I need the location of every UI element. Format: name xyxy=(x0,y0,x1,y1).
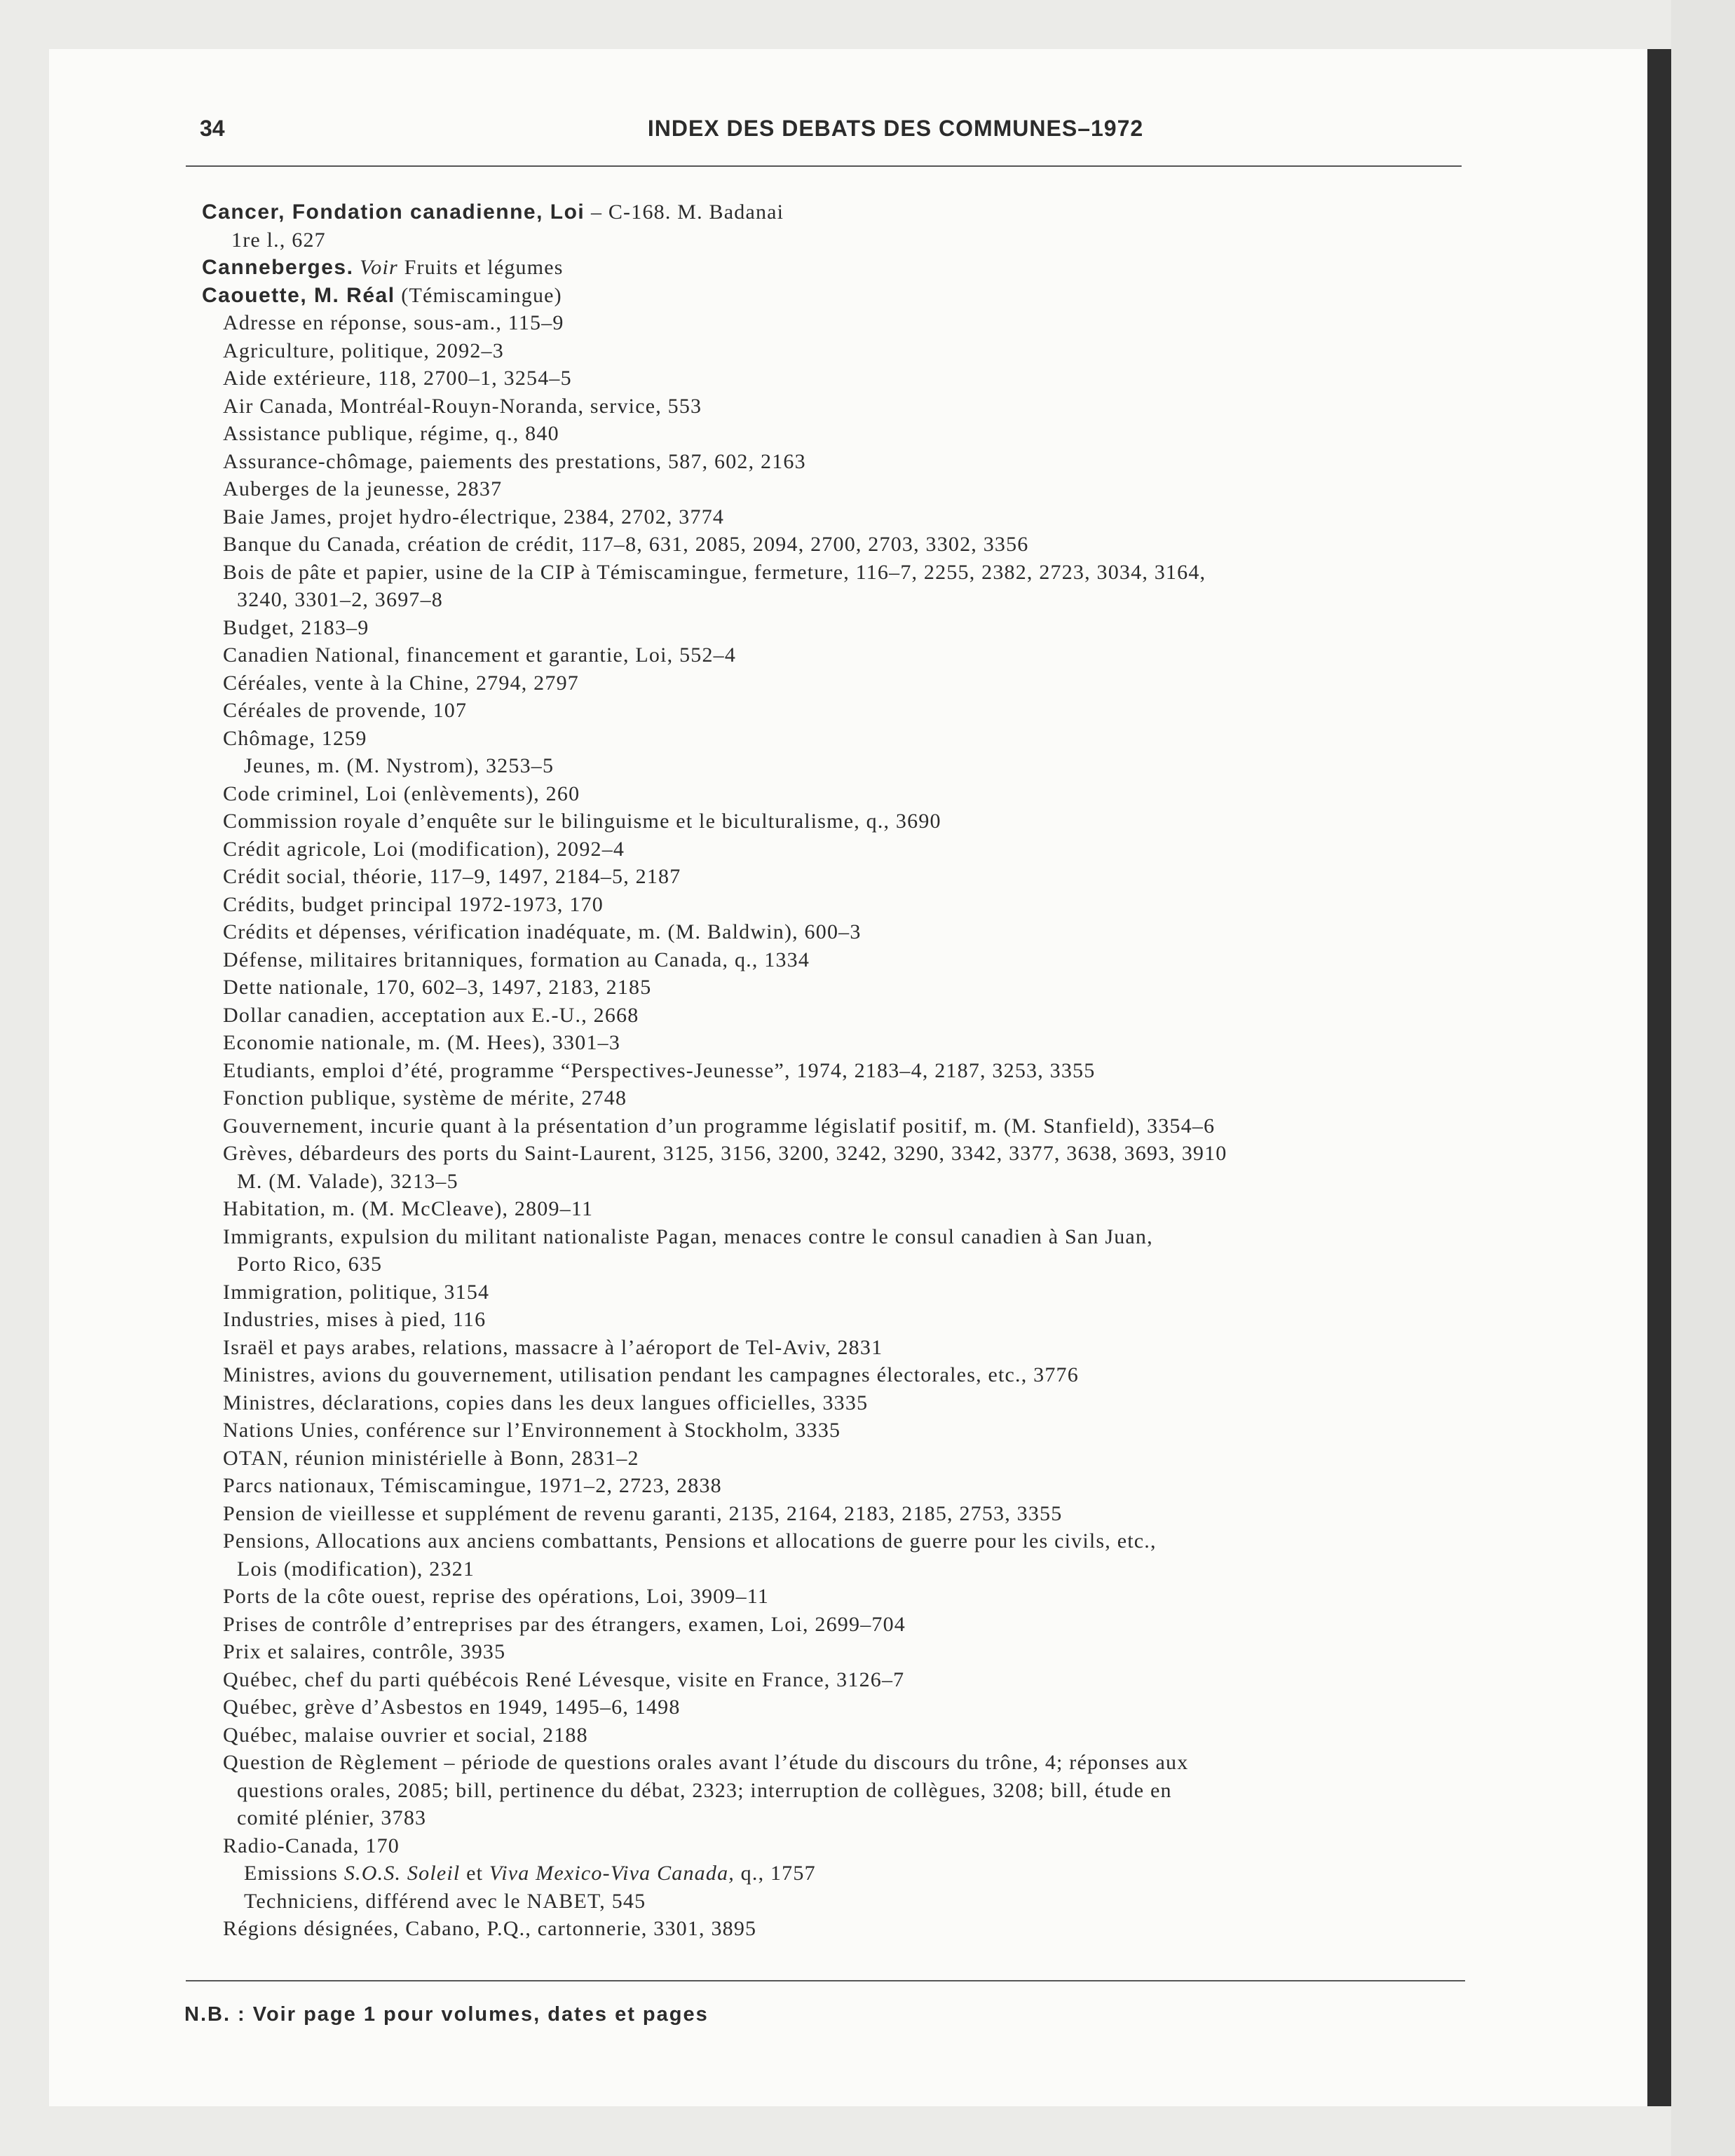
entry-text-text: Budget, 2183–9 xyxy=(223,615,369,639)
index-entry xyxy=(196,475,1486,503)
index-entry xyxy=(196,254,1486,282)
index-entry xyxy=(196,337,1486,365)
index-entry xyxy=(196,1168,1486,1196)
index-entry xyxy=(196,559,1486,587)
index-entry xyxy=(196,420,1486,448)
entry-text-text: Agriculture, politique, 2092–3 xyxy=(223,339,504,362)
entry-mid-text: et xyxy=(460,1862,489,1885)
entry-text-text: Code criminel, Loi (enlèvements), 260 xyxy=(223,782,580,805)
index-entry xyxy=(196,1638,1486,1666)
scan-binding-shadow xyxy=(1647,49,1671,2106)
index-entries xyxy=(196,198,1486,1943)
index-entry xyxy=(196,1804,1486,1832)
entry-text-text: Pensions, Allocations aux anciens combattants, Pensions et allocations de guerre pour les civils, etc., xyxy=(223,1529,1157,1553)
index-entry xyxy=(196,697,1486,725)
index-entry xyxy=(196,1334,1486,1362)
entry-text-text: Crédits et dépenses, vérification inadéquate, m. (M. Baldwin), 600–3 xyxy=(223,920,862,943)
index-entry xyxy=(196,309,1486,337)
entry-text-text: M. (M. Valade), 3213–5 xyxy=(237,1169,458,1193)
entry-text-text: Techniciens, différend avec le NABET, 545 xyxy=(244,1889,646,1913)
entry-text-text: Etudiants, emploi d’été, programme “Perspectives-Jeunesse”, 1974, 2183–4, 2187, 3253, 3355 xyxy=(223,1058,1096,1082)
index-entry xyxy=(196,1306,1486,1334)
entry-text-text: Question de Règlement – période de questions orales avant l’étude du discours du trône, 4; réponses aux xyxy=(223,1751,1189,1774)
entry-text-text: Céréales de provende, 107 xyxy=(223,699,468,722)
index-entry xyxy=(196,1721,1486,1749)
entry-text-text: Ministres, déclarations, copies dans les deux langues officielles, 3335 xyxy=(223,1391,869,1414)
entry-text-text: Lois (modification), 2321 xyxy=(237,1557,475,1581)
index-entry xyxy=(196,835,1486,864)
index-entry xyxy=(196,1389,1486,1417)
index-entry xyxy=(196,1555,1486,1583)
entry-text-text: Crédit social, théorie, 117–9, 1497, 2184–5, 2187 xyxy=(223,865,681,888)
entry-text-text: 3240, 3301–2, 3697–8 xyxy=(237,588,443,611)
index-entry xyxy=(196,1417,1486,1445)
index-entry xyxy=(196,1832,1486,1860)
entry-heading-text: Caouette, M. Réal xyxy=(202,283,395,307)
running-title: INDEX DES DEBATS DES COMMUNES–1972 xyxy=(647,116,1144,141)
index-entry xyxy=(196,448,1486,476)
entry-rest-text: Fruits et légumes xyxy=(397,256,564,279)
header-rule xyxy=(186,165,1462,167)
entry-text-text: Québec, chef du parti québécois René Lévesque, visite en France, 3126–7 xyxy=(223,1667,905,1691)
scan-margin-left xyxy=(0,0,49,2156)
entry-text-text: comité plénier, 3783 xyxy=(237,1806,427,1829)
entry-text-text: Parcs nationaux, Témiscamingue, 1971–2, 2723, 2838 xyxy=(223,1474,722,1497)
index-entry xyxy=(196,725,1486,753)
index-entry xyxy=(196,1749,1486,1777)
entry-text-text: Grèves, débardeurs des ports du Saint-Laurent, 3125, 3156, 3200, 3242, 3290, 3342, 3377, 3638, 3693, 3910 xyxy=(223,1142,1227,1165)
entry-text-text: Adresse en réponse, sous-am., 115–9 xyxy=(223,311,564,334)
index-entry xyxy=(196,364,1486,393)
entry-text-text: Economie nationale, m. (M. Hees), 3301–3 xyxy=(223,1031,621,1054)
entry-text-text: Défense, militaires britanniques, formation au Canada, q., 1334 xyxy=(223,948,810,971)
entry-text-text: Industries, mises à pied, 116 xyxy=(223,1308,487,1331)
entry-text-text: Aide extérieure, 118, 2700–1, 3254–5 xyxy=(223,367,572,390)
entry-text-text: Gouvernement, incurie quant à la présentation d’un programme législatif positif, m. (M. Stanfield), 3354–6 xyxy=(223,1114,1216,1138)
entry-rest-text: – C-168. M. Badanai xyxy=(585,200,784,224)
index-entry xyxy=(196,1223,1486,1251)
index-entry xyxy=(196,1250,1486,1278)
index-entry xyxy=(196,503,1486,531)
footnote: N.B. : Voir page 1 pour volumes, dates et pages xyxy=(184,2003,709,2026)
index-entry xyxy=(196,198,1486,226)
entry-text-text: Assistance publique, régime, q., 840 xyxy=(223,422,559,445)
entry-text-text: Nations Unies, conférence sur l’Environnement à Stockholm, 3335 xyxy=(223,1419,841,1442)
index-entry xyxy=(196,863,1486,891)
index-entry xyxy=(196,1666,1486,1694)
entry-text-text: Prises de contrôle d’entreprises par des étrangers, examen, Loi, 2699–704 xyxy=(223,1612,906,1636)
index-entry xyxy=(196,1693,1486,1721)
entry-rest-text: q., 1757 xyxy=(734,1862,816,1885)
entry-text-text: Crédit agricole, Loi (modification), 2092–4 xyxy=(223,837,625,861)
entry-text-text: Dette nationale, 170, 602–3, 1497, 2183, 2185 xyxy=(223,976,652,999)
entry-heading-text: Canneberges. xyxy=(202,256,354,279)
entry-text-text: Fonction publique, système de mérite, 2748 xyxy=(223,1086,627,1110)
index-entry xyxy=(196,974,1486,1002)
entry-text-text: Ministres, avions du gouvernement, utilisation pendant les campagnes électorales, etc., 3776 xyxy=(223,1363,1079,1386)
entry-text-text: Ports de la côte ouest, reprise des opérations, Loi, 3909–11 xyxy=(223,1585,770,1608)
entry-text-text: Canadien National, financement et garantie, Loi, 552–4 xyxy=(223,643,737,667)
index-entry xyxy=(196,1361,1486,1389)
index-entry xyxy=(196,807,1486,835)
index-entry xyxy=(196,531,1486,559)
index-entry xyxy=(196,1029,1486,1057)
index-entry xyxy=(196,1140,1486,1168)
index-entry xyxy=(196,752,1486,780)
entry-text-text: OTAN, réunion ministérielle à Bonn, 2831–2 xyxy=(223,1446,639,1470)
index-entry xyxy=(196,891,1486,919)
index-entry xyxy=(196,1611,1486,1639)
entry-italic-text: S.O.S. Soleil xyxy=(343,1862,461,1885)
index-entry xyxy=(196,669,1486,697)
index-entry xyxy=(196,1860,1486,1888)
entry-text-text: Pension de vieillesse et supplément de revenu garanti, 2135, 2164, 2183, 2185, 2753, 3355 xyxy=(223,1501,1063,1525)
scan-margin-bottom xyxy=(0,2106,1735,2156)
index-entry xyxy=(196,282,1486,310)
entry-text-text: Céréales, vente à la Chine, 2794, 2797 xyxy=(223,671,579,695)
entry-italic-text: Voir xyxy=(353,256,398,279)
index-entry xyxy=(196,1915,1486,1943)
entry-text-text: Dollar canadien, acceptation aux E.-U., 2668 xyxy=(223,1003,639,1027)
index-entry xyxy=(196,1583,1486,1611)
index-entry xyxy=(196,393,1486,421)
entry-text-text: Québec, malaise ouvrier et social, 2188 xyxy=(223,1723,588,1747)
entry-text-text: Jeunes, m. (M. Nystrom), 3253–5 xyxy=(244,754,554,777)
entry-text-text: Immigration, politique, 3154 xyxy=(223,1280,490,1304)
index-entry xyxy=(196,586,1486,614)
index-entry xyxy=(196,1112,1486,1140)
entry-text-text: Régions désignées, Cabano, P.Q., cartonnerie, 3301, 3895 xyxy=(223,1917,757,1940)
index-entry xyxy=(196,1445,1486,1473)
entry-text-text: Israël et pays arabes, relations, massacre à l’aéroport de Tel-Aviv, 2831 xyxy=(223,1335,883,1359)
index-entry xyxy=(196,226,1486,254)
index-entry xyxy=(196,1195,1486,1223)
entry-text-text: Bois de pâte et papier, usine de la CIP à Témiscamingue, fermeture, 116–7, 2255, 2382, 2723, 3034, 3164, xyxy=(223,560,1206,584)
entry-text-text: Prix et salaires, contrôle, 3935 xyxy=(223,1640,506,1663)
entry-text-text: Banque du Canada, création de crédit, 117–8, 631, 2085, 2094, 2700, 2703, 3302, 3356 xyxy=(223,533,1029,556)
index-entry xyxy=(196,946,1486,974)
entry-text-text: questions orales, 2085; bill, pertinence du débat, 2323; interruption de collègues, 3208; bill, étude en xyxy=(237,1778,1172,1802)
index-entry xyxy=(196,614,1486,642)
page-number: 34 xyxy=(200,116,225,141)
index-entry xyxy=(196,918,1486,946)
entry-text-text: Chômage, 1259 xyxy=(223,726,367,750)
entry-text-text: Québec, grève d’Asbestos en 1949, 1495–6, 1498 xyxy=(223,1696,681,1719)
scan-margin-top xyxy=(0,0,1735,49)
index-entry xyxy=(196,780,1486,808)
entry-heading-text: Cancer, Fondation canadienne, Loi xyxy=(202,200,585,224)
index-entry xyxy=(196,1500,1486,1528)
index-entry xyxy=(196,1777,1486,1805)
entry-text-text: Porto Rico, 635 xyxy=(237,1253,383,1276)
entry-text-text: Habitation, m. (M. McCleave), 2809–11 xyxy=(223,1197,594,1220)
index-entry xyxy=(196,1472,1486,1500)
entry-text-text: Immigrants, expulsion du militant nationaliste Pagan, menaces contre le consul canadien à San Juan, xyxy=(223,1224,1153,1248)
index-entry xyxy=(196,1002,1486,1030)
index-entry xyxy=(196,641,1486,669)
entry-text-text: Assurance-chômage, paiements des prestations, 587, 602, 2163 xyxy=(223,449,806,473)
scan-margin-right xyxy=(1671,0,1735,2156)
index-entry xyxy=(196,1057,1486,1085)
index-entry xyxy=(196,1278,1486,1306)
entry-text-text: 1re l., 627 xyxy=(231,228,326,252)
index-entry xyxy=(196,1888,1486,1916)
entry-text-text: Commission royale d’enquête sur le bilinguisme et le biculturalisme, q., 3690 xyxy=(223,810,941,833)
footer-rule xyxy=(186,1980,1465,1981)
entry-text-text: Auberges de la jeunesse, 2837 xyxy=(223,477,503,500)
entry-text-text: Air Canada, Montréal-Rouyn-Noranda, service, 553 xyxy=(223,394,702,418)
index-entry xyxy=(196,1084,1486,1112)
entry-pre-text: Emissions xyxy=(244,1862,344,1885)
entry-text-text: Crédits, budget principal 1972-1973, 170 xyxy=(223,892,604,916)
entry-text-text: Radio-Canada, 170 xyxy=(223,1834,400,1857)
entry-rest-text: (Témiscamingue) xyxy=(395,283,562,307)
entry-italic-text: Viva Mexico-Viva Canada, xyxy=(489,1862,735,1885)
entry-text-text: Baie James, projet hydro-électrique, 2384, 2702, 3774 xyxy=(223,505,725,528)
index-entry xyxy=(196,1527,1486,1555)
